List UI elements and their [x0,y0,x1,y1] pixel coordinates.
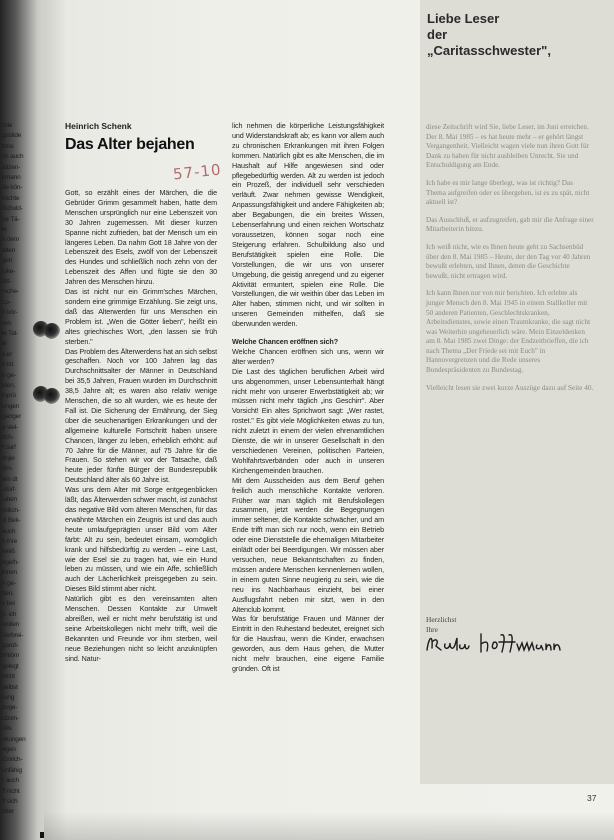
previous-page-text-fragment: alten [2,246,16,254]
previous-page-text-fragment: rsprü [2,392,16,400]
paragraph: Ich weiß nicht, wie es Ihnen heute geht zu Sachsenbüd über den 8. Mai 1985 – Heute, der den Tag vor 40 Jahren bewußt erlebten, und Ihnen, denen die Geschichte bewußt, nicht ertragen wird. [426,242,591,280]
previous-page-text-fragment: ff nicht [2,787,20,795]
previous-page-text-fragment: Einrich- [2,756,23,764]
previous-page-text-fragment: ganzl- [2,642,19,649]
handwritten-note: 57-10 [172,160,223,184]
section-subheading: Welche Chancen eröffnen sich? [232,337,339,347]
previous-page-text-fragment: rmlöm [2,652,20,660]
punch-hole [44,323,60,339]
previous-page-text-fragment: tten. [2,590,14,597]
page-number: 37 [587,793,597,803]
previous-page-text-fragment: nde [2,122,13,129]
paragraph: lich nehmen die körperliche Leistungsfähigkeit und Widerstandskraft ab; es kann vor allem auch zu chronischen Erkrankungen mit ihren Folgen kommen. Natürlich gibt es alte Menschen, die im Haushalt auf Hilfe angewiesen sind oder pflegebedürftig werden. Alt zu werden ist jedoch ein Prozeß, der individuell sehr verschieden verläuft. Zwar nehmen gewisse Wendigkeit, Anpassungsfähigkeit und andere Fähigkeiten ab; aber Begabungen, die ein breites Wissen, Lebenserfahrung und einen reichen Wortschatz voraussetzen, können sogar noch eine Steigerung erfahren. Schulbildung also und Berufstätigkeit spielen eine Rolle. Die Vorstellungen, die wir uns von unserer Umgebung, die geistig anregend und zu eigener Aktivität ermuntert, spielen eine Rolle. Die Vorstellungen, die wir weithin über das Leben im Alter haben, stimmen nicht, und wir sollten in unseren Gemeinden mithelfen, daß sie überwunden werden. [232,121,384,329]
previous-page-text-fragment: rung [2,694,15,701]
paragraph: Was uns dem Alter mit Sorge entgegenblicken läßt, das Älterwerden schwer macht, ist zunächst das negative Bild vom älteren Menschen, für das erwähnte Märchen ein Zeugnis ist und das auch heute umlaufgeprägten unser Bild vom Alter färbt: Alt zu sein, bedeutet einsam, womöglich krank und hilfsbedürftig zu werden – eine Last, wie der Esel sie zu tragen hat, wie ein Hund leben zu müssen, und wie ein Affe, schließlich auch der Lächerlichkeit preisgegeben zu sein. Dieses Bild stimmt aber nicht. [65,485,217,594]
previous-page-text-fragment: Schuld- [2,205,23,213]
previous-page-text-fragment: auch [2,527,16,535]
previous-page-text-fragment: gsbilde [2,132,22,140]
previous-page-text-fragment: h ihre [2,538,18,545]
previous-page-text-fragment: leichte [2,194,20,202]
previous-page-text-fragment: unfähig [2,766,22,774]
previous-page-edge [0,0,50,840]
previous-page-text-fragment: egen [2,746,16,753]
previous-page-text-fragment: r auch [2,777,19,785]
heading-line: „Caritasschwester", [427,43,551,58]
previous-page-text-fragment: he Tä- [2,215,20,223]
heading-line: der [427,27,448,42]
previous-page-text-fragment: e viel- [2,423,18,431]
paragraph: diese Zeitschrift wird Sie, liebe Leser, im Juni erreichen. Der 8. Mai 1985 – es hat heute mehr – er gehört längst Vergangenheit. Vielleicht wagen viele nun ihren Gott für Dank zu haben für nicht ausbleiben Unrecht. Sie und Entschuldigung am Ende. [426,123,589,170]
handwritten-signature [423,630,563,656]
previous-page-text-fragment: ngelh- [2,558,19,566]
previous-page-text-fragment: nkungen [2,735,26,743]
previous-page-text-fragment: ipke- [2,267,16,275]
previous-page-text-fragment: b ge- [2,371,16,379]
editor-letter-body [426,123,594,401]
previous-page-text-fragment: Bin- [2,465,13,473]
paragraph: Das Ausschluß, er aufzugreifen, gab mir die Anfrage einer Mitarbeiterin hinzu. [426,215,594,234]
previous-page-text-fragment: selbst [2,683,18,691]
previous-page-text-fragment: Verbrei- [2,631,24,639]
previous-page-text-fragment: Lo- [2,298,11,306]
previous-page-text-fragment: ie [2,226,7,233]
previous-page-text-fragment: ütter [2,808,15,816]
previous-page-text-fragment: laben [2,496,17,504]
editor-letter-heading [427,11,551,59]
previous-page-text-fragment: Ji Bek- [2,517,21,525]
previous-page-text-fragment: ganger [2,413,22,421]
paragraph: Ich habe es mir lange überlegt, was ist richtig? Das Thema aufgreifen oder es übergehen, ist es zu spät, nicht aktuell ist? [426,178,590,207]
previous-page-text-fragment: ie [2,340,7,348]
previous-page-text-fragment: h. ich [2,610,17,618]
closing-line: Ihre [426,625,438,634]
previous-page-text-fragment: ren [2,319,11,327]
previous-page-text-fragment: bzw. [2,142,15,150]
previous-page-text-fragment: f darf [2,444,16,452]
article-column-2 [232,121,384,674]
paragraph: Die Last des täglichen beruflichen Arbeit wird uns abgenommen, unser Lebensunterhalt hängt nicht mehr von unserer Erwerbstätigkeit ab; wir müssen nicht mehr täglich „ins Geschirr". Aber Vorsicht! Ein altes Sprichwort sagt: „Wer rastet, rostet." Es gibt viele Möglichkeiten etwas zu tun, nicht zuletzt in einem der vielen ehrenamtlichen Dienste, die wir in unserer Gesellschaft in den verschiedenen Vereinen, politischen Parteien, Wohlfahrtsverbänden oder auch in unseren Kirchengemeinden brauchen. [232,366,384,475]
previous-page-text-fragment: wollen [2,621,20,629]
previous-page-text-fragment: ch auch [2,153,24,161]
paragraph: Ich kann Ihnen nur von mir berichten. Ich erlebte als junger Mensch den 8. Mai 1945 in einem Stallkeller mit 50 anderen Patienten, Geschlechtskranken, Arbeitsdienstes, sowie einen Traumkranke, die sagt nicht was Weiterhin ungeheuerlich wäre. Mein Einzeldenken am 8. Mai 1985 zwei Dinge: der Endzeitbrieffen, die ich nach Thema „Der Friede sei mit Euch" in Hannovergrenzen und die Rede unseres Bundespräsidenten zu Bundestag. [426,289,591,375]
previous-page-text-fragment: ndlich- [2,506,20,514]
previous-page-text-fragment: ie Tat- [2,330,19,337]
previous-page-text-fragment: ff sich [2,798,18,805]
previous-page-text-fragment: rinjie [2,454,15,462]
previous-page-text-fragment: utzen- [2,714,19,722]
paragraph: Gott, so erzählt eines der Märchen, die die Gebrüder Grimm gesammelt haben, hatte dem Menschen ursprünglich nur eine Lebenszeit von 30 Jahren zugemessen. Mit dieser kurzen Spanne nicht zufrieden, bat der Mensch um ein längeres Leben. Da nahm Gott 18 Jahre von der Lebenszeit des Esels, zwölf von der Lebenszeit des Hundes und schließlich noch zehn von der Lebenszeit des Affen und fügte sie den 30 Jahren des Menschen hinzu. [65,188,217,287]
previous-page-text-fragment: h ge- [2,579,16,587]
previous-page-text-fragment: rsche- [2,288,19,296]
previous-page-text-fragment: h dem [2,236,20,244]
paragraph: Welche Chancen eröffnen sich uns, wenn wir älter werden? [232,346,384,366]
previous-page-text-fragment: s bei [2,600,15,608]
paragraph: Was für berufstätige Frauen und Männer der Eintritt in den Ruhestand bedeutet, ereignet sich für die Hausfrau, wenn die Kinder, erwachsen geworden, aus dem Haus gehen, die Mutter nicht mehr brauchen, eine eigene Familie gründen. Oft ist [232,614,384,673]
previous-page-text-fragment: kmann [2,174,21,181]
previous-page-text-fragment: h kör- [2,309,18,317]
paragraph: Mit dem Ausscheiden aus dem Beruf gehen freilich auch menschliche Kontakte verloren. Früher war man täglich mit Berufskollegen zusammen, jetzt werden die Begegnungen immer seltener, die Kontakte schwächer, und am Ende trifft man sich nur noch, wenn ein Betrieb oder eine Dienststelle die ehemaligen Mitarbeiter einlädt oder bei Beerdigungen. Wir müssen aber versuchen, neue Bekanntschaften zu finden, müssen andere Menschen kennenlernen wollen, in einem guten Sinne neugierig zu sein, wie die neu ins Nachbarhaus einzieht, bei einer Ausflugsfahrt neben mir sitzt, wen in den Altenclub kommt. [232,475,384,614]
article-column-1 [65,188,217,664]
previous-page-text-fragment: gen [2,257,13,265]
closing-line: Herzlichst [426,615,457,624]
paragraph: Natürlich gibt es den vereinsamten alten Menschen. Dessen Kontakte zur Umwelt abreißen, weil er nicht mehr berufstätig ist und seine Arbeitskollegen nicht mehr trifft, weil die Bekannten und Freunde vor ihm sterben, weil neue Beziehungen nicht so leicht anzuknüpfen sind. Natur- [65,594,217,663]
article-byline: Heinrich Schenk [65,121,132,131]
previous-page-text-fragment: n ist [2,361,13,369]
previous-page-text-fragment: Alis [2,725,12,733]
previous-page-text-fragment: altzen- [2,163,21,171]
previous-page-text-fragment: s er [2,350,13,358]
paragraph: Vielleicht lesen sie zwei kurze Auszüge dazu auf Seite 40. [426,383,594,392]
previous-page-text-fragment: Sit- [2,278,11,285]
previous-page-text-fragment: rich- [2,434,14,441]
previous-page-text-fragment: ungen [2,402,20,410]
previous-page-text-fragment: -dürf- [2,486,17,493]
previous-page-text-fragment: ihnen [2,569,17,577]
previous-page-text-fragment: gelegt [2,662,19,670]
page-bottom-shadow [44,812,614,840]
previous-page-text-fragment: iden, [2,382,16,389]
paragraph: Das Problem des Älterwerdens hat an sich selbst geschaffen. Noch vor 100 Jahren lag das Durchschnittsalter der Männer in Deutschland bei 35,5 Jahren, Frauen wurden im Durchschnitt 38,5 Jahre alt; es waren also relativ wenige Menschen, die so alt wurden, wie es heute der Fall ist. Die Sicherung der Ernährung, der Sieg über die seuchenartigen Erkrankungen und der allgemeine kulturelle Fortschritt haben unsere Chancen, länger zu leben, erheblich erhöht: auf 70 Jahre für die Männer, auf 75 Jahre für die Frauen. So stehen wir vor der Tatsache, daß heute jeder fünfte Bürger der Bundesrepublik Deutschland älter als 60 Jahre ist. [65,346,217,485]
paragraph: Das ist nicht nur ein Grimm'sches Märchen, sondern eine grimmige Erzählung. Sie zeigt uns, daß das Alterwerden für uns Menschen ein Problem ist. „Wen die Götter lieben", heißt ein altes griechisches Wort, „den lassen sie früh sterben." [65,287,217,346]
punch-hole [44,388,60,404]
article-title: Das Alter bejahen [65,136,195,153]
previous-page-text-fragment: zuge- [2,704,18,712]
previous-page-text-fragment: weiß [2,548,15,556]
previous-page-text-fragment: am dt [2,475,18,483]
previous-page-text-fragment: nicht [2,673,15,681]
heading-line: Liebe Leser [427,11,500,26]
previous-page-text-fragment: de kön- [2,184,23,192]
